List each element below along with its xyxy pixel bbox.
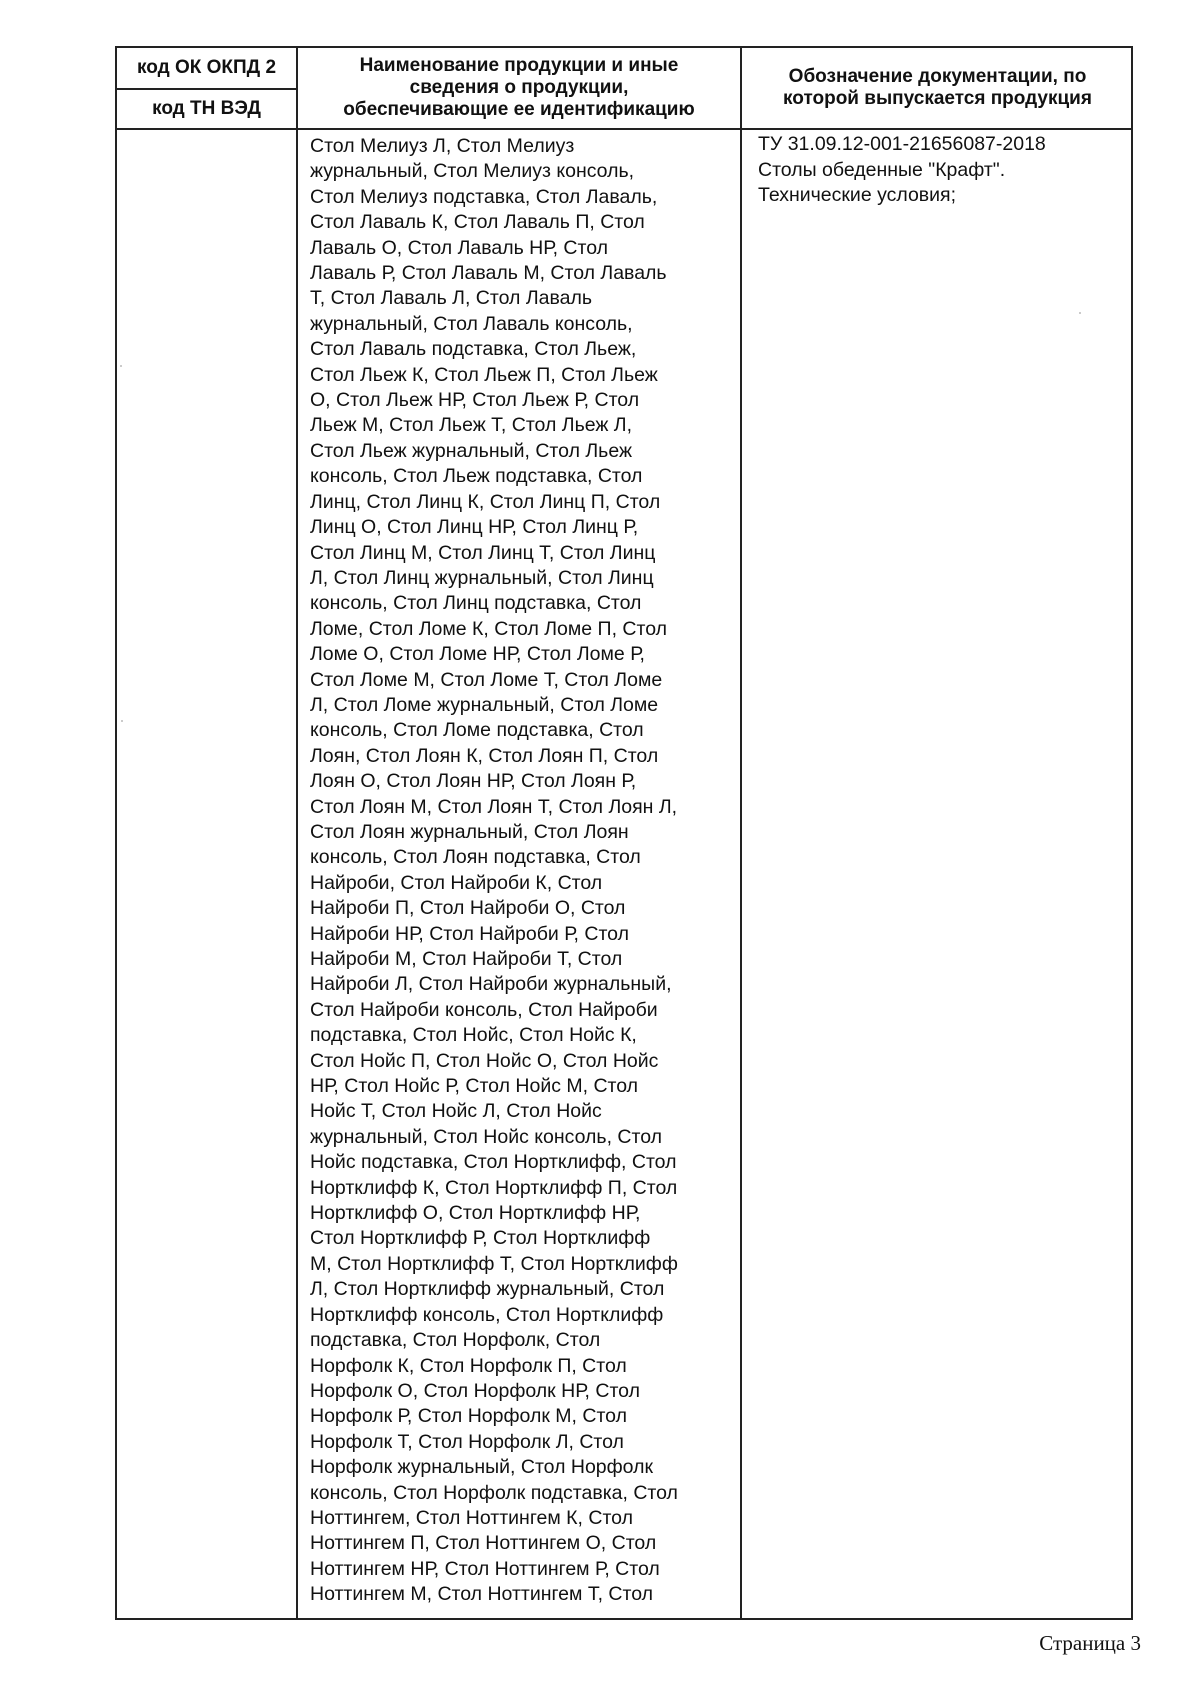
product-name-line: Лаваль Р, Стол Лаваль М, Стол Лаваль — [310, 262, 667, 285]
product-name-line: Нойс Т, Стол Нойс Л, Стол Нойс — [310, 1100, 602, 1123]
header-documentation — [742, 48, 1133, 128]
product-name-line: Линц, Стол Линц К, Стол Линц П, Стол — [310, 490, 661, 513]
product-name-line: консоль, Стол Норфолк подставка, Стол — [310, 1481, 678, 1504]
product-name-line: подставка, Стол Нойс, Стол Нойс К, — [310, 1024, 637, 1047]
page-number: Страница 3 — [1039, 1631, 1141, 1655]
product-name-line: Норфолк журнальный, Стол Норфолк — [310, 1456, 654, 1479]
product-name-line: Ноттингем НР, Стол Ноттингем Р, Стол — [310, 1557, 660, 1580]
product-name-line: Найроби М, Стол Найроби Т, Стол — [310, 948, 623, 970]
product-name-line: О, Стол Льеж НР, Стол Льеж Р, Стол — [310, 389, 640, 412]
documentation-cell — [742, 132, 1133, 209]
product-name-line: Стол Нойс П, Стол Нойс О, Стол Нойс — [310, 1049, 659, 1072]
header-product-name — [298, 48, 740, 128]
product-name-line: Стол Лоян журнальный, Стол Лоян — [310, 820, 629, 843]
product-name-line: Лоян, Стол Лоян К, Стол Лоян П, Стол — [310, 744, 659, 767]
product-name-line: журнальный, Стол Нойс консоль, Стол — [310, 1125, 663, 1148]
product-name-line: Найроби, Стол Найроби К, Стол — [310, 871, 603, 894]
product-name-line: консоль, Стол Льеж подставка, Стол — [310, 465, 643, 488]
product-name-line: Лоян О, Стол Лоян НР, Стол Лоян Р, — [310, 770, 637, 793]
product-name-line: Стол Льеж журнальный, Стол Льеж — [310, 439, 632, 462]
product-name-line: Норфолк Р, Стол Норфолк М, Стол — [310, 1405, 627, 1428]
header-product-name-line: Наименование продукции и иные — [359, 55, 679, 76]
documentation-line: Столы обеденные "Крафт". — [758, 158, 1006, 181]
header-tnved-code: код ТН ВЭД — [152, 98, 261, 119]
product-name-line: Стол Линц М, Стол Линц Т, Стол Линц — [310, 541, 656, 564]
product-name-line: Норфолк К, Стол Норфолк П, Стол — [310, 1354, 627, 1377]
product-name-line: Найроби П, Стол Найроби О, Стол — [310, 897, 626, 920]
product-name-line: журнальный, Стол Мелиуз консоль, — [310, 160, 635, 183]
product-name-line: Ломе, Стол Ломе К, Стол Ломе П, Стол — [310, 617, 667, 640]
product-name-line: Норфолк О, Стол Норфолк НР, Стол — [310, 1379, 640, 1402]
product-name-line: Нортклифф О, Стол Нортклифф НР, — [310, 1202, 641, 1225]
product-name-line: Нойс подставка, Стол Нортклифф, Стол — [310, 1151, 677, 1174]
product-name-line: Ноттингем П, Стол Ноттингем О, Стол — [310, 1532, 657, 1555]
product-name-line: М, Стол Нортклифф Т, Стол Нортклифф — [310, 1252, 678, 1275]
product-name-line: Найроби НР, Стол Найроби Р, Стол — [310, 922, 629, 945]
product-name-line: консоль, Стол Лоян подставка, Стол — [310, 846, 641, 869]
product-name-line: Л, Стол Нортклифф журнальный, Стол — [310, 1278, 665, 1301]
product-name-line: консоль, Стол Ломе подставка, Стол — [310, 719, 644, 742]
header-product-name-line: сведения о продукции, — [409, 77, 629, 98]
product-name-line: Л, Стол Ломе журнальный, Стол Ломе — [310, 693, 659, 716]
product-name-line: Стол Ломе М, Стол Ломе Т, Стол Ломе — [310, 668, 663, 691]
header-documentation-line: которой выпускается продукция — [783, 88, 1092, 109]
product-name-line: Ноттингем М, Стол Ноттингем Т, Стол — [310, 1583, 654, 1606]
product-name-line: Стол Лаваль подставка, Стол Льеж, — [310, 338, 637, 361]
product-name-line: Т, Стол Лаваль Л, Стол Лаваль — [310, 287, 592, 310]
product-name-line: Линц О, Стол Линц НР, Стол Линц Р, — [310, 516, 639, 539]
product-name-line: Найроби Л, Стол Найроби журнальный, — [310, 973, 672, 996]
header-divider — [117, 128, 1131, 130]
header-okpd-code: код ОК ОКПД 2 — [136, 57, 277, 78]
product-name-line: Нортклифф консоль, Стол Нортклифф — [310, 1303, 664, 1326]
product-name-line: Стол Мелиуз подставка, Стол Лаваль, — [310, 185, 658, 208]
documentation-line: ТУ 31.09.12-001-21656087-2018 — [758, 133, 1046, 155]
product-name-line: Норфолк Т, Стол Норфолк Л, Стол — [310, 1430, 624, 1453]
documentation-line: Технические условия; — [758, 184, 957, 206]
header-product-name-line: обеспечивающие ее идентификацию — [343, 99, 695, 120]
product-name-line: Ноттингем, Стол Ноттингем К, Стол — [310, 1506, 633, 1529]
product-name-line: Нортклифф К, Стол Нортклифф П, Стол — [310, 1176, 678, 1199]
product-name-line: подставка, Стол Норфолк, Стол — [310, 1329, 601, 1352]
column-divider — [740, 48, 742, 1618]
product-name-line: Стол Лоян М, Стол Лоян Т, Стол Лоян Л, — [310, 795, 678, 818]
product-name-line: Лаваль О, Стол Лаваль НР, Стол — [310, 236, 609, 259]
product-name-line: Л, Стол Линц журнальный, Стол Линц — [310, 566, 654, 589]
product-name-line: Стол Нортклифф Р, Стол Нортклифф — [310, 1227, 651, 1250]
product-name-cell — [298, 134, 740, 1608]
product-name-line: Стол Найроби консоль, Стол Найроби — [310, 998, 658, 1021]
header-documentation-line: Обозначение документации, по — [788, 66, 1087, 87]
product-name-line: Ломе О, Стол Ломе НР, Стол Ломе Р, — [310, 643, 645, 666]
product-name-line: журнальный, Стол Лаваль консоль, — [310, 312, 633, 335]
product-name-line: Стол Лаваль К, Стол Лаваль П, Стол — [310, 211, 645, 234]
product-name-line: Льеж М, Стол Льеж Т, Стол Льеж Л, — [310, 414, 633, 437]
product-name-line: НР, Стол Нойс Р, Стол Нойс М, Стол — [310, 1075, 639, 1098]
product-name-line: Стол Льеж К, Стол Льеж П, Стол Льеж — [310, 363, 658, 386]
product-name-line: консоль, Стол Линц подставка, Стол — [310, 592, 642, 615]
product-table — [115, 46, 1133, 1620]
product-name-line: Стол Мелиуз Л, Стол Мелиуз — [310, 135, 575, 157]
